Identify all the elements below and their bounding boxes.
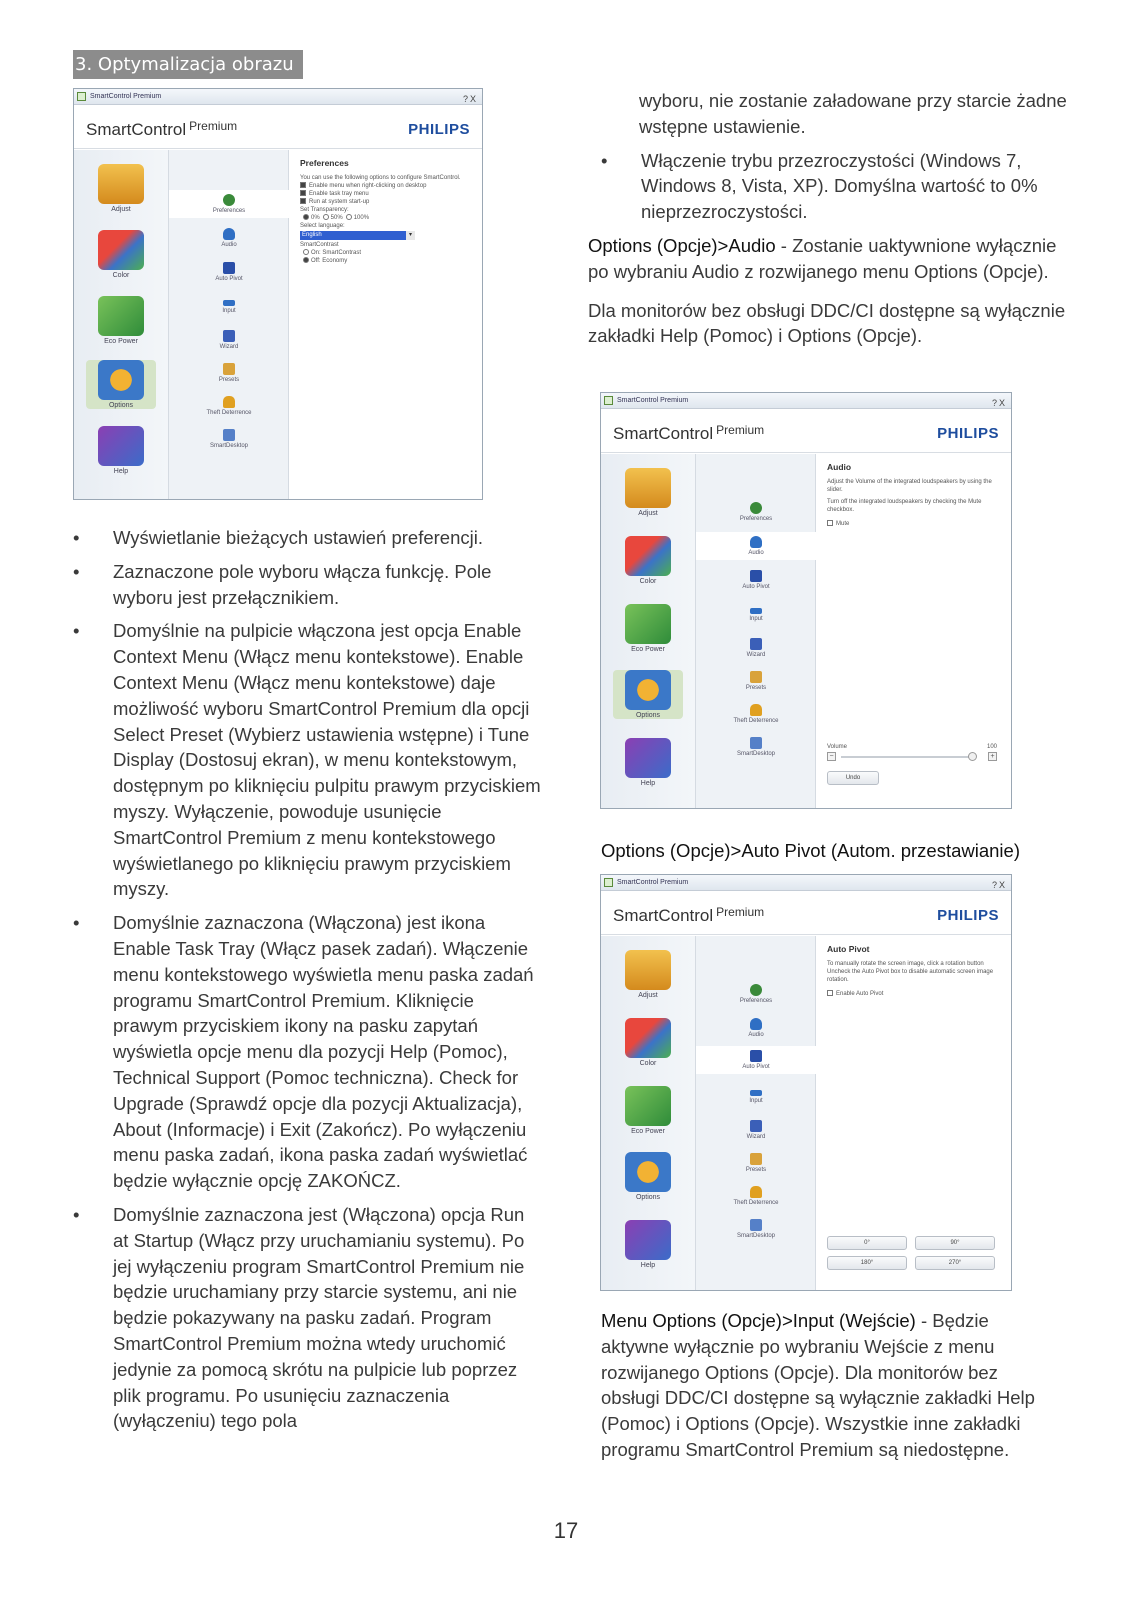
rotate-0-button[interactable]: 0° <box>827 1236 907 1250</box>
audio-paragraph: Options (Opcje)>Audio - Zostanie uaktywnione wyłącznie po wybraniu Audio z rozwijanego menu Options (Opcje). <box>588 234 1057 282</box>
presets-icon <box>223 363 235 375</box>
rotate-270-button[interactable]: 270° <box>915 1256 995 1270</box>
nav-help[interactable]: Help <box>613 1220 683 1269</box>
pivot-instructions-1: To manually rotate the screen image, click a rotation button <box>827 961 984 967</box>
nav-color[interactable]: Color <box>613 536 683 585</box>
options-gear-icon <box>98 360 144 400</box>
input-paragraph: Menu Options (Opcje)>Input (Wejście) - Będzie aktywne wyłącznie po wybraniu Wejście z menu rozwijanego Options (Opcje). Dla monitorów bez obsługi DDC/CI dostępne są wyłącznie zakładki Help (Pomoc) i Options (Opcje). Wszystkie inne zakładki programu SmartControl Premium są niedostępne. <box>601 1310 1035 1460</box>
nav-help[interactable]: Help <box>86 426 156 475</box>
preferences-panel <box>290 150 482 499</box>
adjust-icon <box>98 164 144 204</box>
sub-smartdesktop[interactable]: SmartDesktop <box>696 737 816 757</box>
volume-slider[interactable] <box>841 756 973 758</box>
eco-power-icon <box>625 604 671 644</box>
app-icon <box>604 878 613 887</box>
transparency-label: Set Transparency: <box>300 207 349 213</box>
presets-icon <box>750 671 762 683</box>
color-icon <box>625 1018 671 1058</box>
color-icon <box>625 536 671 576</box>
mute-option[interactable]: Mute <box>827 520 1001 528</box>
auto-pivot-caption: Options (Opcje)>Auto Pivot (Autom. przestawianie) <box>601 840 1020 861</box>
option-task-tray[interactable]: Enable task tray menu <box>300 190 472 198</box>
sub-menu <box>696 936 816 1290</box>
audio-screenshot <box>600 392 1012 809</box>
window-titlebar <box>74 89 482 105</box>
language-select[interactable]: English ▾ <box>300 231 415 240</box>
preferences-screenshot <box>73 88 483 500</box>
nav-adjust[interactable]: Adjust <box>86 164 156 213</box>
presets-icon <box>750 1153 762 1165</box>
sub-menu <box>696 454 816 808</box>
nav-color[interactable]: Color <box>86 230 156 279</box>
right-column <box>588 88 1071 362</box>
bullet-item: • Domyślnie zaznaczona (Włączona) jest ikona Enable Task Tray (Włącz pasek zadań). Włączenie menu kontekstowego wyświetla menu paska zadań programu SmartControl Premium. Kliknięcie prawym przyciskiem ikony na pasku zapytań wyświetla opcje menu dla pozycji Help (Pomoc), Technical Support (Pomoc techniczna). Check for Upgrade (Sprawdź opcje dla pozycji Aktualizacja), About (Informacje) i Exit (Zakończ). Po wyłączeniu menu paska zadań, ikona paska zadań wyświetlać będzie wyłącznie opcję ZAKOŃCZ. <box>73 910 543 1194</box>
auto-pivot-panel <box>817 936 1011 1290</box>
rotate-90-button[interactable]: 90° <box>915 1236 995 1250</box>
nav-eco-power[interactable]: Eco Power <box>86 296 156 345</box>
nav-adjust[interactable]: Adjust <box>613 468 683 517</box>
preferences-bullets <box>73 525 543 1434</box>
eco-power-icon <box>98 296 144 336</box>
adjust-icon <box>625 950 671 990</box>
sub-preferences[interactable]: Preferences <box>696 502 816 522</box>
audio-instructions-1: Adjust the Volume of the integrated loudspeakers by using the slider. <box>827 479 992 493</box>
input-icon <box>750 1090 762 1096</box>
sub-smartdesktop[interactable]: SmartDesktop <box>696 1219 816 1239</box>
sub-presets[interactable]: Presets <box>696 1153 816 1173</box>
ddc-paragraph: Dla monitorów bez obsługi DDC/CI dostępne są wyłącznie zakładki Help (Pomoc) i Options (Opcje). <box>588 299 1066 347</box>
sub-smartdesktop[interactable]: SmartDesktop <box>169 429 289 449</box>
bullet-item: • Domyślnie na pulpicie włączona jest opcja Enable Context Menu (Włącz menu kontekstowe). Enable Context Menu (Włącz menu kontekstowe) daje możliwość wyboru SmartControl Premium dla opcji Select Preset (Wybierz ustawienia wstępne) i Tune Display (Dostosuj ekran), w menu kontekstowym, dostępnym po kliknięciu pulpitu prawym przyciskiem myszy. Wyłączenie, powoduje usunięcie SmartControl Premium z menu kontekstowego wyświetlanego po kliknięciu prawym przyciskiem myszy. <box>73 618 543 902</box>
nav-options[interactable]: Options <box>613 1152 683 1201</box>
options-gear-icon <box>625 1152 671 1192</box>
sub-auto-pivot[interactable]: Auto Pivot <box>696 570 816 590</box>
volume-label: Volume <box>827 744 848 750</box>
philips-logo: PHILIPS <box>937 425 999 442</box>
help-icon <box>98 426 144 466</box>
sub-wizard[interactable]: Wizard <box>696 638 816 658</box>
window-title: SmartControl Premium <box>617 879 689 886</box>
sub-input[interactable]: Input <box>696 604 816 622</box>
help-icon <box>625 738 671 778</box>
preferences-icon <box>750 502 762 514</box>
smartcontrast-on[interactable]: On: SmartContrast <box>300 249 472 257</box>
undo-button[interactable]: Undo <box>827 771 879 785</box>
auto-pivot-icon <box>750 570 762 582</box>
preferences-icon <box>750 984 762 996</box>
sub-theft-deterrence[interactable]: Theft Deterrence <box>169 396 289 416</box>
audio-panel <box>817 454 1011 808</box>
window-buttons[interactable]: ?X <box>462 94 478 104</box>
panel-title: Audio <box>827 462 852 472</box>
panel-title: Preferences <box>300 158 349 168</box>
option-context-menu[interactable]: Enable menu when right-clicking on desktop <box>300 182 472 190</box>
nav-options[interactable]: Options <box>613 670 683 719</box>
smartcontrast-label: SmartContrast <box>300 242 339 248</box>
sub-audio[interactable]: Audio <box>169 228 289 248</box>
option-run-startup[interactable]: Run at system start-up <box>300 198 472 206</box>
wizard-icon <box>750 638 762 650</box>
nav-help[interactable]: Help <box>613 738 683 787</box>
enable-auto-pivot-option[interactable]: Enable Auto Pivot <box>827 990 1001 998</box>
checkbox-unchecked[interactable] <box>827 520 833 526</box>
volume-value: 100 <box>986 744 997 750</box>
checkbox-checked[interactable] <box>300 190 306 196</box>
app-header <box>601 891 1011 935</box>
nav-eco-power[interactable]: Eco Power <box>613 1086 683 1135</box>
window-title: SmartControl Premium <box>617 397 689 404</box>
nav-eco-power[interactable]: Eco Power <box>613 604 683 653</box>
auto-pivot-icon <box>750 1050 762 1062</box>
nav-color[interactable]: Color <box>613 1018 683 1067</box>
volume-slider-thumb[interactable] <box>968 752 977 761</box>
input-icon <box>750 608 762 614</box>
sub-input[interactable]: Input <box>696 1086 816 1104</box>
sub-preferences[interactable]: Preferences <box>169 190 289 218</box>
audio-instructions-2: Turn off the integrated loudspeakers by checking the Mute checkbox. <box>827 499 982 513</box>
help-icon <box>625 1220 671 1260</box>
lock-icon <box>750 704 762 716</box>
nav-options[interactable]: Options <box>86 360 156 409</box>
checkbox-checked[interactable] <box>300 198 306 204</box>
app-header <box>601 409 1011 453</box>
section-header: 3. Optymalizacja obrazu <box>73 50 303 79</box>
nav-sidebar <box>601 936 696 1290</box>
audio-icon <box>750 536 762 548</box>
checkbox-checked[interactable] <box>300 182 306 188</box>
window-titlebar <box>601 393 1011 409</box>
app-icon <box>77 92 86 101</box>
auto-pivot-icon <box>223 262 235 274</box>
panel-title: Auto Pivot <box>827 944 870 954</box>
panel-intro: You can use the following options to configure SmartControl. <box>300 175 461 181</box>
color-icon <box>98 230 144 270</box>
brand: SmartControl $^{Premium}$ <box>613 905 765 925</box>
lock-icon <box>750 1186 762 1198</box>
bullet-item: • Zaznaczone pole wyboru włącza funkcję. Pole wyboru jest przełącznikiem. <box>73 559 543 611</box>
smartdesktop-icon <box>750 1219 762 1231</box>
adjust-icon <box>625 468 671 508</box>
bullet-item: • Włączenie trybu przezroczystości (Windows 7, Windows 8, Vista, XP). Domyślna wartość to 0% nieprzezroczystości. <box>601 148 1071 225</box>
volume-minus-button[interactable]: − <box>827 752 836 761</box>
window-titlebar <box>601 875 1011 891</box>
chevron-down-icon: ▾ <box>406 231 415 240</box>
wizard-icon <box>750 1120 762 1132</box>
sub-input[interactable]: Input <box>169 296 289 314</box>
sub-audio[interactable]: Audio <box>696 1018 816 1038</box>
preferences-icon <box>223 194 235 206</box>
sub-wizard[interactable]: Wizard <box>169 330 289 350</box>
sub-preferences[interactable]: Preferences <box>696 984 816 1004</box>
nav-adjust[interactable]: Adjust <box>613 950 683 999</box>
smartdesktop-icon <box>750 737 762 749</box>
transparency-options[interactable]: 0% 50% 100% <box>300 214 472 222</box>
nav-sidebar <box>601 454 696 808</box>
sub-wizard[interactable]: Wizard <box>696 1120 816 1140</box>
continuation-text: wyboru, nie zostanie załadowane przy starcie żadne wstępne ustawienie. <box>639 90 1067 137</box>
smartcontrast-off[interactable]: Off: Economy <box>300 257 472 265</box>
bullet-item: • Domyślnie zaznaczona jest (Włączona) opcja Run at Startup (Włącz przy uruchamianiu systemu). Po jej wyłączeniu program SmartControl Premium nie będzie uruchamiany przy starcie systemu, ani nie będzie pokazywany na pasku zadań. Program SmartControl Premium można wtedy uruchomić jedynie za pomocą skrótu na pulpicie lub poprzez plik programu. Po usunięciu zaznaczenia (wyłączeniu) tego pola <box>73 1202 543 1434</box>
app-header <box>74 105 482 149</box>
window-buttons[interactable]: ?X <box>991 398 1007 408</box>
sub-theft-deterrence[interactable]: Theft Deterrence <box>696 1186 816 1206</box>
nav-sidebar <box>74 150 169 499</box>
brand: SmartControl $^{Premium}$ <box>613 423 765 443</box>
philips-logo: PHILIPS <box>408 121 470 138</box>
pivot-instructions-2: Uncheck the Auto Pivot box to disable automatic screen image rotation. <box>827 969 994 983</box>
sub-audio[interactable]: Audio <box>696 532 816 560</box>
language-label: Select language: <box>300 223 345 229</box>
left-column <box>73 525 543 1442</box>
input-icon <box>223 300 235 306</box>
wizard-icon <box>223 330 235 342</box>
rotate-180-button[interactable]: 180° <box>827 1256 907 1270</box>
bullet-item: • Wyświetlanie bieżących ustawień preferencji. <box>73 525 543 551</box>
sub-menu <box>169 150 289 499</box>
window-title: SmartControl Premium <box>90 93 162 100</box>
lock-icon <box>223 396 235 408</box>
options-gear-icon <box>625 670 671 710</box>
audio-icon <box>223 228 235 240</box>
volume-row <box>827 744 997 760</box>
audio-icon <box>750 1018 762 1030</box>
transparency-bullets <box>601 148 1071 225</box>
sub-auto-pivot[interactable]: Auto Pivot <box>696 1046 816 1074</box>
page-number: 17 <box>553 1518 579 1543</box>
eco-power-icon <box>625 1086 671 1126</box>
window-buttons[interactable]: ?X <box>991 880 1007 890</box>
auto-pivot-screenshot <box>600 874 1012 1291</box>
brand: SmartControl $^{Premium}$ <box>86 119 238 139</box>
sub-auto-pivot[interactable]: Auto Pivot <box>169 262 289 282</box>
sub-presets[interactable]: Presets <box>696 671 816 691</box>
app-icon <box>604 396 613 405</box>
volume-plus-button[interactable]: + <box>988 752 997 761</box>
sub-presets[interactable]: Presets <box>169 363 289 383</box>
smartdesktop-icon <box>223 429 235 441</box>
sub-theft-deterrence[interactable]: Theft Deterrence <box>696 704 816 724</box>
checkbox-unchecked[interactable] <box>827 990 833 996</box>
philips-logo: PHILIPS <box>937 907 999 924</box>
